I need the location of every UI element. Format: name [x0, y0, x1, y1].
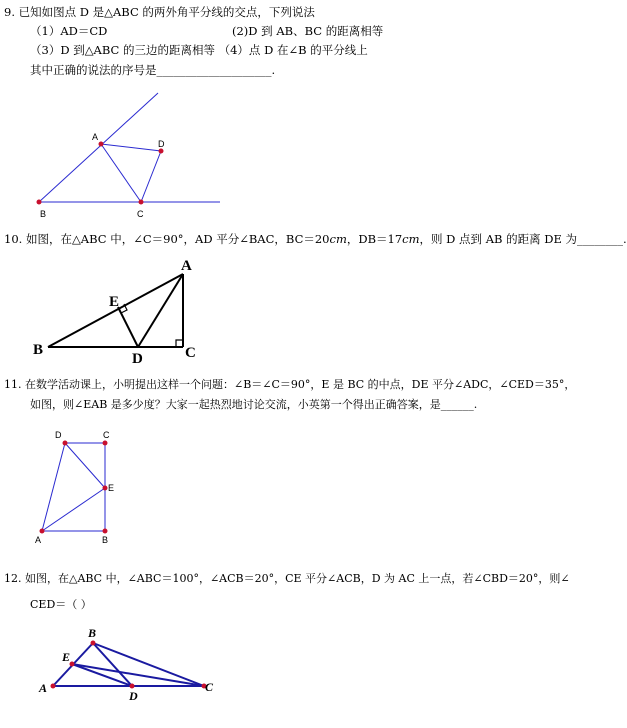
q12-point-b: [91, 641, 96, 646]
q9-point-b: [37, 200, 42, 205]
q9-segment-dc: [141, 151, 161, 202]
q11-line-2: 如图，则∠EAB 是多少度？大家一起热烈地讨论交流，小英第一个得出正确答案，是______.: [30, 398, 478, 411]
q11-label-d: D: [55, 430, 62, 440]
q9-segment-ad: [101, 144, 161, 151]
q11-line-1: 11. 在数学活动课上，小明提出这样一个问题：∠B＝∠C＝90°，E 是 BC 的中点，DE 平分∠ADC，∠CED＝35°，: [4, 378, 576, 391]
q9-stem: 9. 已知如图点 D 是△ABC 的两外角平分线的交点，下列说法: [4, 5, 315, 19]
q10-label-d: D: [132, 351, 143, 367]
q10-label-e: E: [109, 294, 120, 310]
q12-segment-bc: [93, 643, 204, 686]
q9-label-c: C: [137, 209, 144, 219]
q9-question: 其中正确的说法的序号是____________________.: [30, 63, 276, 77]
q12-label-a: A: [39, 681, 48, 695]
q11-point-d: [63, 441, 68, 446]
q12-label-d: D: [129, 689, 138, 703]
q10-right-angle-c: [176, 340, 183, 347]
q9-option-2: (2)D 到 AB、BC 的距离相等: [232, 24, 384, 38]
q10-segment-ba: [48, 274, 183, 347]
q10-stem-part1: 10. 如图，在△ABC 中，∠C＝90°，AD 平分∠BAC，BC＝20: [4, 232, 330, 246]
q12-point-e: [70, 662, 75, 667]
q10-stem-part2: ，DB＝17: [346, 232, 403, 246]
q10-segment-ad: [138, 274, 183, 347]
q9-point-d: [159, 149, 164, 154]
q9-label-a: A: [92, 132, 99, 142]
q11-segment-de: [65, 443, 105, 488]
q9-segment-ac: [101, 144, 141, 202]
q10-unit-2: cm: [402, 232, 420, 246]
q12-point-d: [130, 684, 135, 689]
q9-option-1: （1）AD＝CD: [30, 24, 108, 38]
q12-line-1: 12. 如图，在△ABC 中，∠ABC＝100°，∠ACB＝20°，CE 平分∠ACB，D 为 AC 上一点，若∠CBD＝20°，则∠: [4, 572, 570, 585]
q11-label-a: A: [35, 535, 42, 545]
q12-point-a: [51, 684, 56, 689]
q10-stem: [4, 232, 627, 246]
q9-label-d: D: [158, 139, 165, 149]
q10-label-b: B: [33, 342, 44, 358]
q9-label-b: B: [40, 209, 47, 219]
q12-line-2: CED＝（ ）: [30, 598, 92, 611]
q11-label-e: E: [108, 483, 115, 493]
q11-point-e: [103, 486, 108, 491]
q12-segment-ec: [72, 664, 204, 686]
q11-point-a: [40, 529, 45, 534]
q11-label-c: C: [103, 430, 110, 440]
q11-label-b: B: [102, 535, 109, 545]
q12-label-c: C: [205, 680, 214, 694]
q9-point-a: [99, 142, 104, 147]
q11-point-c: [103, 441, 108, 446]
q10-unit-1: cm: [329, 232, 347, 246]
q10-label-a: A: [181, 258, 192, 274]
q12-label-b: B: [88, 626, 97, 640]
q11-point-b: [103, 529, 108, 534]
q9-point-c: [139, 200, 144, 205]
q12-label-e: E: [62, 650, 71, 664]
q10-stem-part3: ，则 D 点到 AB 的距离 DE 为________.: [419, 232, 627, 246]
q10-label-c: C: [185, 345, 196, 361]
q9-line-ba-extended: [39, 93, 158, 202]
q9-option-3-4: （3）D 到△ABC 的三边的距离相等 （4）点 D 在∠B 的平分线上: [30, 43, 368, 57]
